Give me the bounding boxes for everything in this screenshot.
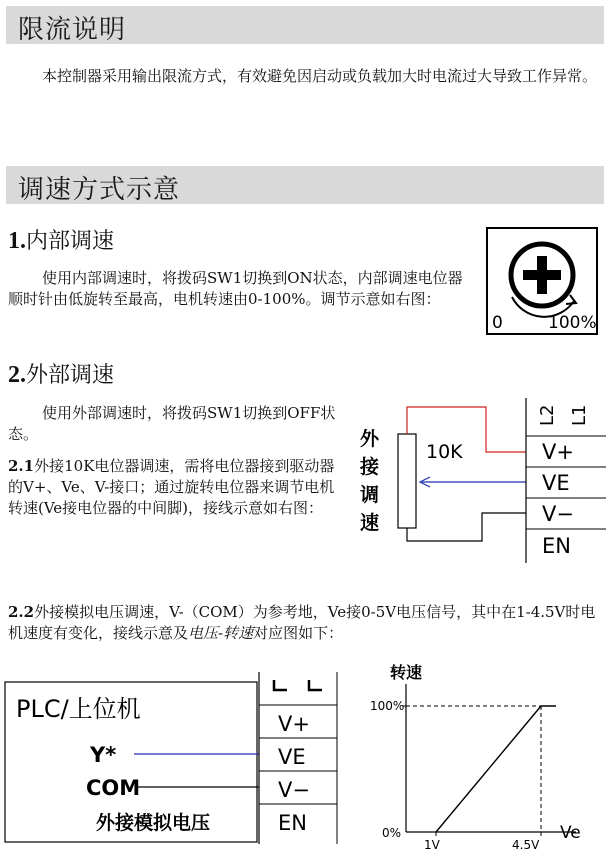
side-label-char: 速 xyxy=(360,512,380,534)
sub-text: 外接10K电位器调速，需将电位器接到驱动器的V+、Ve、V-接口；通过旋转电位器来调节电机转速(Ve接电位器的中间脚)，接线示意如右图： xyxy=(8,457,335,517)
knob-min-label: 0 xyxy=(492,313,503,333)
sub-text: 外接模拟电压调速，V-（COM）为参考地，Ve接0-5V电压信号，其中在1-4.5V时电机速度有变化，接线示意及 xyxy=(8,603,596,642)
heading-number: 2. xyxy=(8,362,26,388)
terminal-label: V+ xyxy=(542,440,574,464)
sub-text: 对应图如下： xyxy=(253,624,344,642)
terminal-top-label: L1 xyxy=(569,404,590,426)
speed-curve xyxy=(436,706,556,832)
section-banner-current-limit xyxy=(6,6,604,44)
wire-vminus xyxy=(407,513,526,541)
knob-diagram xyxy=(486,227,598,335)
side-label-char: 外 xyxy=(360,428,380,450)
plc-box-title: PLC/上位机 xyxy=(16,695,141,723)
sub-number: 2.2 xyxy=(8,603,35,621)
section-title: 调速方式示意 xyxy=(18,175,181,205)
heading-number: 1. xyxy=(8,228,26,254)
terminal-label: V− xyxy=(278,778,310,802)
terminal-label: VE xyxy=(278,745,306,769)
internal-speed-text: 使用内部调速时，将拨码SW1切换到ON状态，内部调速电位器顺时针由低旋转至最高，电机转速由0-100%。调节示意如右图： xyxy=(8,269,463,308)
terminal-label: VE xyxy=(542,471,570,495)
sub-text-emphasis: 电压-转速 xyxy=(188,624,254,642)
terminal-label: V+ xyxy=(278,712,310,736)
analog-voltage-caption: 外接模拟电压 xyxy=(96,812,211,834)
wire-vplus xyxy=(407,407,526,452)
external-speed-text: 使用外部调速时，将拨码SW1切换到OFF状态。 xyxy=(8,404,336,443)
x-axis-title: Ve xyxy=(560,823,581,843)
side-label-char: 接 xyxy=(360,456,380,478)
potentiometer xyxy=(398,434,416,528)
internal-speed-heading xyxy=(8,224,114,255)
terminal-label: EN xyxy=(278,811,307,835)
analog-voltage-text xyxy=(8,602,602,644)
side-label-char: 调 xyxy=(360,484,380,506)
terminal-label: EN xyxy=(542,534,571,558)
external-speed-heading xyxy=(8,358,114,389)
common-label: COM xyxy=(86,776,141,800)
pot-wiring-text xyxy=(8,456,348,519)
x-tick-4v5: 4.5V xyxy=(512,838,540,852)
section-title: 限流说明 xyxy=(18,15,127,45)
heading-text: 内部调速 xyxy=(26,229,115,254)
terminal-top-label: L2 xyxy=(537,404,558,426)
knob-max-label: 100% xyxy=(548,313,597,333)
y-axis-title: 转速 xyxy=(390,663,423,682)
current-limit-paragraph: 本控制器采用输出限流方式，有效避免因启动或负载加大时电流过大导致工作异常。 xyxy=(42,67,598,85)
pot-wiring-diagram xyxy=(356,398,606,563)
section-banner-speed-control xyxy=(6,166,604,204)
pot-value-label: 10K xyxy=(426,441,463,463)
heading-text: 外部调速 xyxy=(26,363,115,388)
sub-number: 2.1 xyxy=(8,457,35,475)
terminal-label: V− xyxy=(542,502,574,526)
voltage-speed-graph xyxy=(356,656,606,856)
y-tick-0: 0% xyxy=(382,826,402,840)
x-tick-1v: 1V xyxy=(424,838,440,852)
y-tick-100: 100% xyxy=(370,699,405,713)
signal-label: Y* xyxy=(90,743,117,767)
plc-wiring-diagram xyxy=(4,672,340,844)
